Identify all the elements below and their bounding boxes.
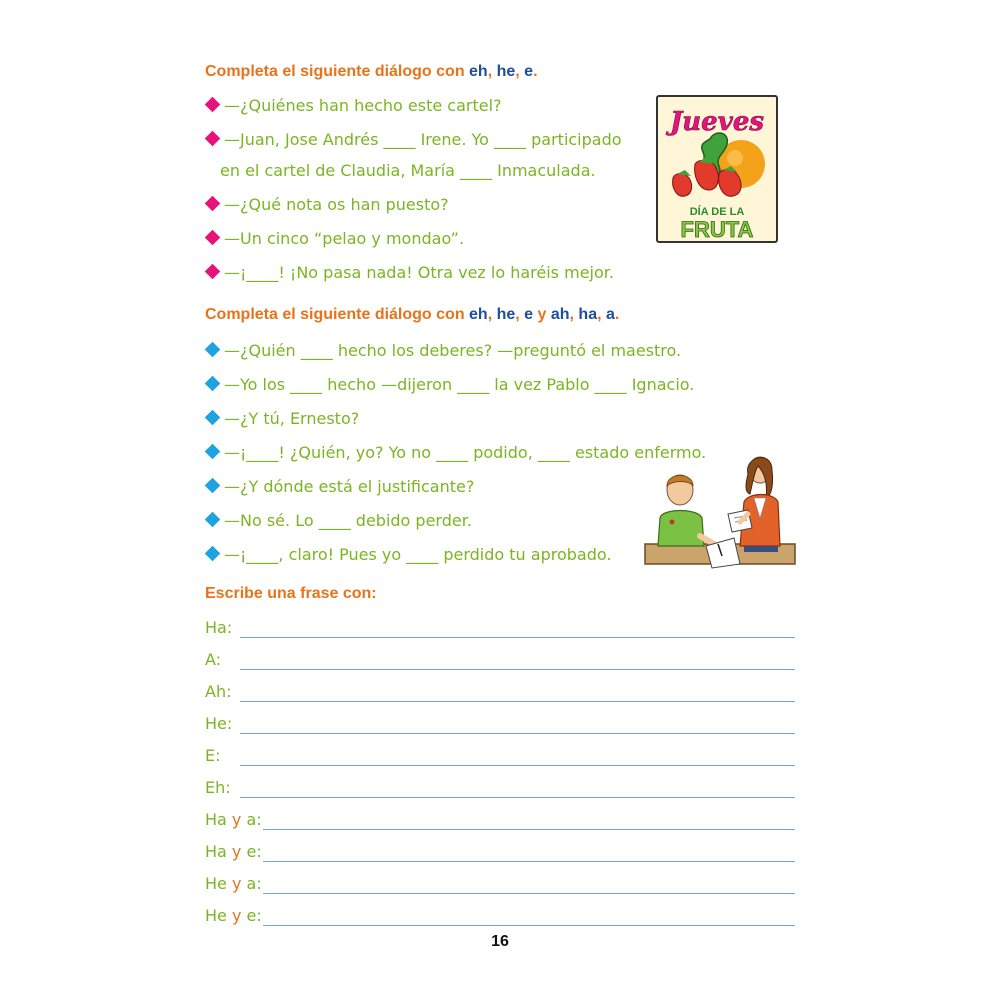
diamond-bullet-icon [205,264,221,280]
dialogue-text: —Yo los ____ hecho —dijeron ____ la vez Pablo ____ Ignacio. [224,375,695,394]
heading-text: Completa el siguiente diálogo con [205,306,470,323]
label-word: a: [241,874,262,893]
dialogue-text: —No sé. Lo ____ debido perder. [224,511,472,530]
dialogue-line [205,341,681,361]
writing-line[interactable] [263,925,795,926]
writing-row[interactable] [205,746,800,768]
row-label: He: [205,714,233,733]
diamond-bullet-icon [205,376,221,392]
teacher-student-illustration [640,448,800,570]
dialogue-text: —¿Y dónde está el justificante? [224,477,475,496]
writing-line[interactable] [240,797,795,798]
dialogue-line [205,229,464,249]
dialogue-line [205,263,614,283]
keyword-e: e [524,63,534,80]
fruit-poster-illustration [655,94,779,244]
diamond-bullet-icon [205,342,221,358]
dialogue-line [205,409,359,429]
label-word: e: [241,842,262,861]
label-word: Ha [205,810,232,829]
writing-row[interactable] [205,842,800,864]
diamond-bullet-icon [205,478,221,494]
writing-row[interactable] [205,650,800,672]
dialogue-line [205,511,472,531]
row-label [205,874,262,894]
dialogue-text: —¿Qué nota os han puesto? [224,195,449,214]
diamond-bullet-icon [205,97,221,113]
dialogue-line-continuation [220,161,596,181]
dialogue-text: —¡____, claro! Pues yo ____ perdido tu aprobado. [224,545,612,564]
heading-period: . [614,306,620,323]
label-word: He [205,906,232,925]
diamond-bullet-icon [205,410,221,426]
writing-row[interactable] [205,810,800,832]
label-word: a: [241,810,262,829]
writing-line[interactable] [263,861,795,862]
keyword-e: e [524,306,534,323]
dialogue-line [205,130,622,150]
dialogue-text: —¿Y tú, Ernesto? [224,409,360,428]
diamond-bullet-icon [205,230,221,246]
keyword-eh: eh [469,306,488,323]
label-word: He [205,874,232,893]
dialogue-line [205,96,502,116]
separator: , [487,306,497,323]
writing-line[interactable] [240,669,795,670]
writing-line[interactable] [263,893,795,894]
section1-heading [205,63,538,81]
writing-row[interactable] [205,682,800,704]
separator: , [515,63,525,80]
poster-fruta-text: FRUTA [680,217,754,242]
separator: , [597,306,606,323]
keyword-he: he [496,63,516,80]
writing-row[interactable] [205,874,800,896]
label-y: y [231,842,242,861]
row-label [205,842,262,862]
diamond-bullet-icon [205,546,221,562]
dialogue-line [205,477,474,497]
dialogue-line [205,375,694,395]
row-label: Eh: [205,778,231,797]
separator: , [515,306,525,323]
row-label: Ha: [205,618,233,637]
label-word: Ha [205,842,232,861]
row-label [205,906,262,926]
writing-line[interactable] [240,701,795,702]
label-y: y [231,906,242,925]
dialogue-text: —Un cinco “pelao y mondao”. [224,229,465,248]
row-label: Ah: [205,682,232,701]
dialogue-text: —¿Quién ____ hecho los deberes? —preguntó el maestro. [224,341,682,360]
diamond-bullet-icon [205,512,221,528]
label-y: y [231,874,242,893]
keyword-he: he [496,306,516,323]
section3-heading: Escribe una frase con: [205,585,377,602]
row-label [205,810,262,830]
poster-title: Jueves [669,107,765,137]
row-label: A: [205,650,222,669]
diamond-bullet-icon [205,131,221,147]
dialogue-line [205,545,611,565]
label-word: e: [241,906,262,925]
page-number: 16 [491,933,509,950]
writing-row[interactable] [205,778,800,800]
section2-heading [205,306,619,324]
dialogue-text: —¿Quiénes han hecho este cartel? [224,96,502,115]
writing-row[interactable] [205,714,800,736]
row-label: E: [205,746,221,765]
poster-subtitle: DÍA DE LA [689,206,745,218]
keyword-a: a [605,306,615,323]
heading-text: Completa el siguiente diálogo con [205,63,470,80]
writing-line[interactable] [240,733,795,734]
diamond-bullet-icon [205,196,221,212]
dialogue-text: —¡____! ¿Quién, yo? Yo no ____ podido, ____ estado enfermo. [224,443,707,462]
keyword-ha: ha [578,306,598,323]
label-y: y [231,810,242,829]
joiner-y: y [533,306,551,323]
dialogue-text: en el cartel de Claudia, María ____ Inmaculada. [220,161,596,180]
separator: , [569,306,579,323]
writing-row[interactable] [205,618,800,640]
heading-period: . [533,63,538,80]
writing-line[interactable] [263,829,795,830]
writing-line[interactable] [240,637,795,638]
dialogue-line [205,443,706,463]
dialogue-text: —¡____! ¡No pasa nada! Otra vez lo haréis mejor. [224,263,614,282]
separator: , [487,63,497,80]
keyword-eh: eh [469,63,488,80]
keyword-ah: ah [550,306,570,323]
dialogue-line [205,195,449,215]
diamond-bullet-icon [205,444,221,460]
writing-line[interactable] [240,765,795,766]
writing-row[interactable] [205,906,800,928]
dialogue-text: —Juan, Jose Andrés ____ Irene. Yo ____ participado [224,130,622,149]
